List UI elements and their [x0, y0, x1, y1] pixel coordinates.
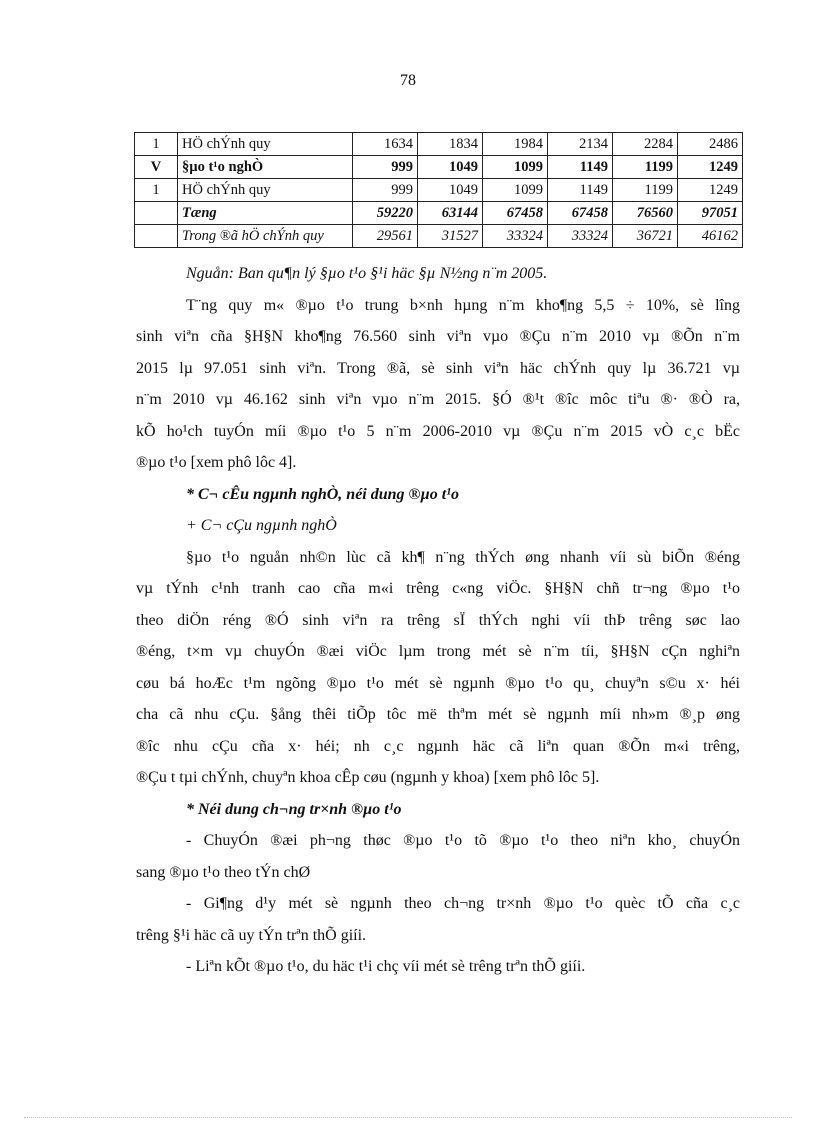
paragraph-line: - Liªn kÕt ®µo t¹o, du häc t¹i chç víi mét sè trêng trªn thÕ giíi.	[186, 958, 586, 975]
row-index-cell: V	[135, 156, 178, 179]
paragraph-line: - Gi¶ng d¹y mét sè ngµnh theo ch¬ng tr×nh ®µo t¹o quèc tÕ cña c¸c	[186, 895, 740, 912]
row-index-cell	[135, 202, 178, 225]
value-cell: 1099	[483, 179, 548, 202]
row-label-cell: HÖ chÝnh quy	[178, 133, 353, 156]
table-row	[135, 133, 743, 156]
value-cell: 1099	[483, 156, 548, 179]
value-cell: 999	[353, 156, 418, 179]
value-cell: 63144	[418, 202, 483, 225]
value-cell: 1199	[613, 156, 678, 179]
value-cell: 1149	[548, 156, 613, 179]
value-cell: 999	[353, 179, 418, 202]
paragraph-line: ®µo t¹o [xem phô lôc 4].	[136, 454, 297, 471]
row-index-cell: 1	[135, 133, 178, 156]
paragraph-line: kÕ ho¹ch tuyÓn míi ®µo t¹o 5 n¨m 2006-2010 vµ ®Çu n¨m 2015 vÒ c¸c bËc	[136, 422, 740, 440]
paragraph-line: - ChuyÓn ®æi ph¬ng thøc ®µo t¹o tõ ®µo t¹o theo niªn kho¸ chuyÓn	[186, 832, 740, 849]
paragraph-line: ®éng, t×m vµ chuyÓn ®æi viÖc lµm trong mét sè n¨m tíi, §H§N cÇn nghiªn	[136, 643, 740, 660]
row-label-cell: HÖ chÝnh quy	[178, 179, 353, 202]
paragraph-line: sang ®µo t¹o theo tÝn chØ	[136, 863, 311, 881]
paragraph-line: vµ tÝnh c¹nh tranh cao cña m«i trêng c«ng viÖc. §H§N chñ tr¬ng ®µo t¹o	[136, 580, 740, 597]
value-cell: 67458	[483, 202, 548, 225]
subsection-heading: + C¬ cÇu ngµnh nghÒ	[186, 517, 337, 534]
value-cell: 33324	[483, 225, 548, 248]
value-cell: 46162	[678, 225, 743, 248]
value-cell: 1199	[613, 179, 678, 202]
table-row	[135, 225, 743, 248]
value-cell: 59220	[353, 202, 418, 225]
table-row	[135, 179, 743, 202]
value-cell: 29561	[353, 225, 418, 248]
value-cell: 1834	[418, 133, 483, 156]
value-cell: 1984	[483, 133, 548, 156]
value-cell: 1149	[548, 179, 613, 202]
paragraph-line: ®îc nhu cÇu cña x· héi; nh c¸c ngµnh häc cã liªn quan ®Õn m«i trêng,	[136, 737, 740, 755]
enrollment-table	[134, 132, 743, 248]
value-cell: 31527	[418, 225, 483, 248]
value-cell: 1049	[418, 156, 483, 179]
table-row	[135, 202, 743, 225]
table-row	[135, 156, 743, 179]
paragraph-line: sinh viªn cña §H§N kho¶ng 76.560 sinh viªn vµo ®Çu n¨m 2010 vµ ®Õn n¨m	[136, 328, 740, 345]
paragraph-line: ®Çu t tµi chÝnh, chuyªn khoa cÊp cøu (ngµnh y khoa) [xem phô lôc 5].	[136, 769, 600, 786]
value-cell: 2134	[548, 133, 613, 156]
value-cell: 76560	[613, 202, 678, 225]
paragraph-line: n¨m 2010 vµ 46.162 sinh viªn vµo n¨m 2015. §Ó ®¹t ®îc môc tiªu ®· ®Ò ra,	[136, 391, 740, 408]
row-index-cell: 1	[135, 179, 178, 202]
value-cell: 1634	[353, 133, 418, 156]
paragraph-line: trêng §¹i häc cã uy tÝn trªn thÕ giíi.	[136, 926, 367, 944]
paragraph-line: cøu bá hoÆc t¹m ngõng ®µo t¹o mét sè ngµnh ®µo t¹o qu¸ chuyªn s©u x· héi	[136, 674, 740, 692]
page-bottom-rule	[24, 1117, 792, 1118]
source-note: Nguån: Ban qu¶n lý §µo t¹o §¹i häc §µ N½ng n¨m 2005.	[186, 265, 548, 282]
section-heading: * C¬ cÊu ngµnh nghÒ, néi dung ®µo t¹o	[186, 485, 459, 503]
value-cell: 2486	[678, 133, 743, 156]
value-cell: 1249	[678, 156, 743, 179]
paragraph-line: §µo t¹o nguån nh©n lùc cã kh¶ n¨ng thÝch øng nhanh víi sù biÕn ®éng	[186, 548, 740, 566]
row-label-cell: Tæng	[178, 202, 353, 225]
section-heading: * Néi dung ch¬ng tr×nh ®µo t¹o	[186, 800, 402, 818]
value-cell: 36721	[613, 225, 678, 248]
body-text	[136, 258, 740, 983]
value-cell: 67458	[548, 202, 613, 225]
paragraph-line: cha cã nhu cÇu. §ång thêi tiÕp tôc më thªm mét sè ngµnh míi nh»m ®¸p øng	[136, 706, 740, 723]
value-cell: 33324	[548, 225, 613, 248]
page-number: 78	[400, 72, 416, 89]
value-cell: 2284	[613, 133, 678, 156]
value-cell: 1249	[678, 179, 743, 202]
value-cell: 1049	[418, 179, 483, 202]
value-cell: 97051	[678, 202, 743, 225]
row-label-cell: §µo t¹o nghÒ	[178, 156, 353, 179]
row-index-cell	[135, 225, 178, 248]
paragraph-line: T¨ng quy m« ®µo t¹o trung b×nh hµng n¨m kho¶ng 5,5 ÷ 10%, sè lîng	[186, 296, 740, 314]
paragraph-line: theo diÖn réng ®Ó sinh viªn ra trêng sÏ thÝch nghi víi thÞ trêng søc lao	[136, 611, 740, 629]
paragraph-line: 2015 lµ 97.051 sinh viªn. Trong ®ã, sè sinh viªn häc chÝnh quy lµ 36.721 vµ	[136, 359, 740, 377]
row-label-cell: Trong ®ã hÖ chÝnh quy	[178, 225, 353, 248]
